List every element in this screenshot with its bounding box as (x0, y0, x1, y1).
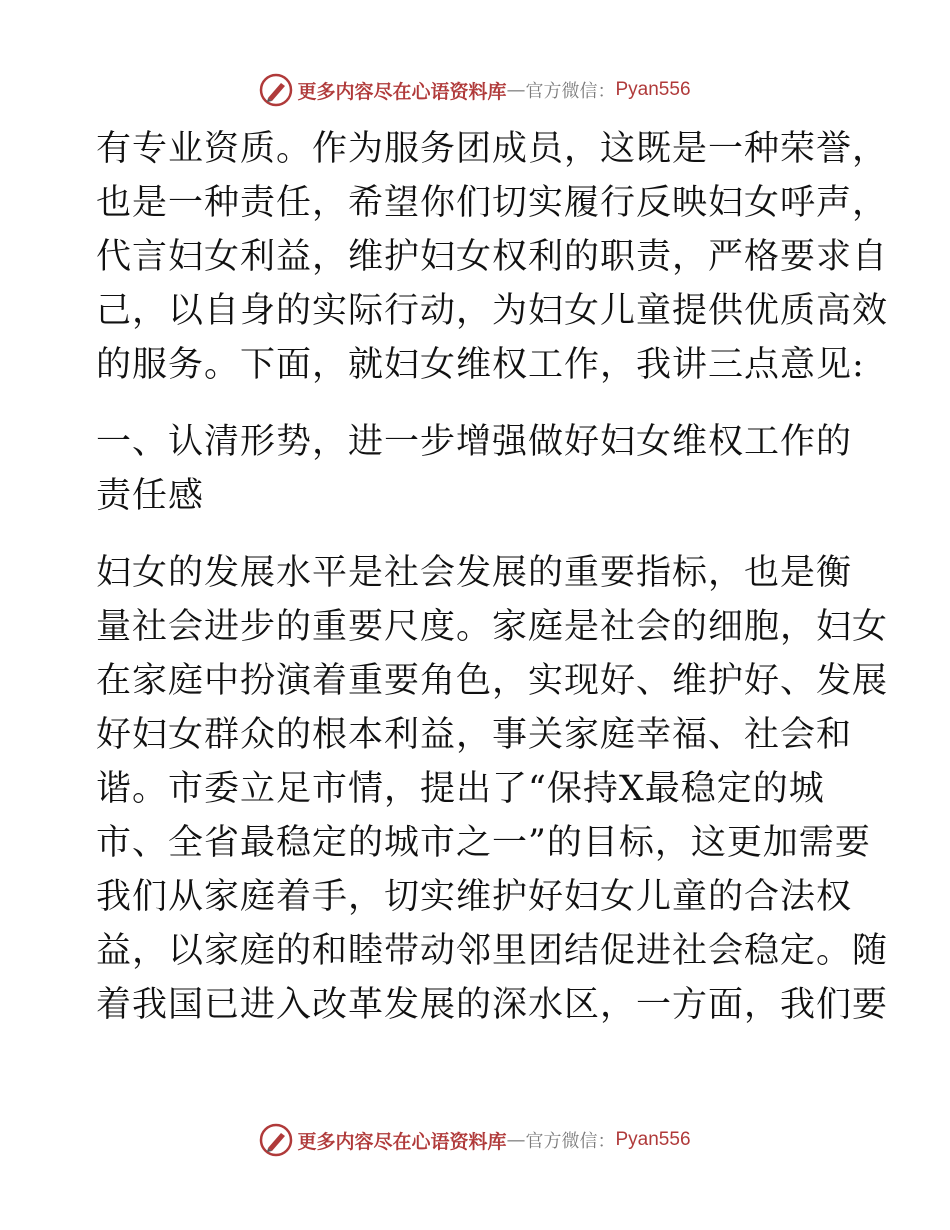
text-line: 着我国已进入改革发展的深水区，一方面，我们要 (96, 985, 889, 1025)
text-line: 好妇女群众的根本利益，事关家庭幸福、社会和 (96, 715, 853, 755)
text-line: 代言妇女利益，维护妇女权利的职责，严格要求自 (96, 237, 889, 277)
header-banner-wechat-label: 官方微信： (525, 81, 616, 102)
footer-banner-separator: — (506, 1129, 526, 1151)
text-line: 市、全省最稳定的城市之一”的目标，这更加需要 (96, 823, 871, 863)
text-line: 己，以自身的实际行动，为妇女儿童提供优质高效 (96, 291, 889, 331)
footer-banner-wechat-id: Pyan556 (615, 1129, 691, 1150)
text-line: 也是一种责任，希望你们切实履行反映妇女呼声， (96, 183, 889, 223)
header-banner-title: 更多内容尽在心语资料库 (297, 80, 507, 103)
heading-line: 责任感 (96, 476, 205, 516)
text-line: 在家庭中扮演着重要角色，实现好、维护好、发展 (96, 661, 889, 701)
text-line: 我们从家庭着手，切实维护好妇女儿童的合法权 (96, 877, 853, 917)
paragraph-intro (96, 122, 889, 392)
text-line: 谐。市委立足市情，提出了“保持X最稳定的城 (96, 769, 825, 809)
pen-logo-icon (259, 73, 293, 107)
page-header-banner (0, 70, 950, 110)
paragraph-section-1 (96, 546, 889, 1032)
text-line: 有专业资质。作为服务团成员，这既是一种荣誉， (96, 129, 889, 169)
text-line: 妇女的发展水平是社会发展的重要指标，也是衡 (96, 553, 853, 593)
footer-banner-wechat-label: 官方微信： (525, 1131, 616, 1152)
section-heading-1 (96, 415, 856, 523)
header-banner-wechat-id: Pyan556 (615, 79, 691, 100)
heading-line: 一、认清形势，进一步增强做好妇女维权工作的 (96, 422, 853, 462)
pen-logo-icon (259, 1123, 293, 1157)
text-line: 量社会进步的重要尺度。家庭是社会的细胞，妇女 (96, 607, 889, 647)
header-banner-separator: — (506, 79, 526, 101)
text-line: 的服务。下面，就妇女维权工作，我讲三点意见: (96, 345, 865, 385)
document-body (96, 122, 889, 1032)
page-footer-banner (0, 1120, 950, 1160)
text-line: 益，以家庭的和睦带动邻里团结促进社会稳定。随 (96, 931, 889, 971)
footer-banner-title: 更多内容尽在心语资料库 (297, 1130, 507, 1153)
